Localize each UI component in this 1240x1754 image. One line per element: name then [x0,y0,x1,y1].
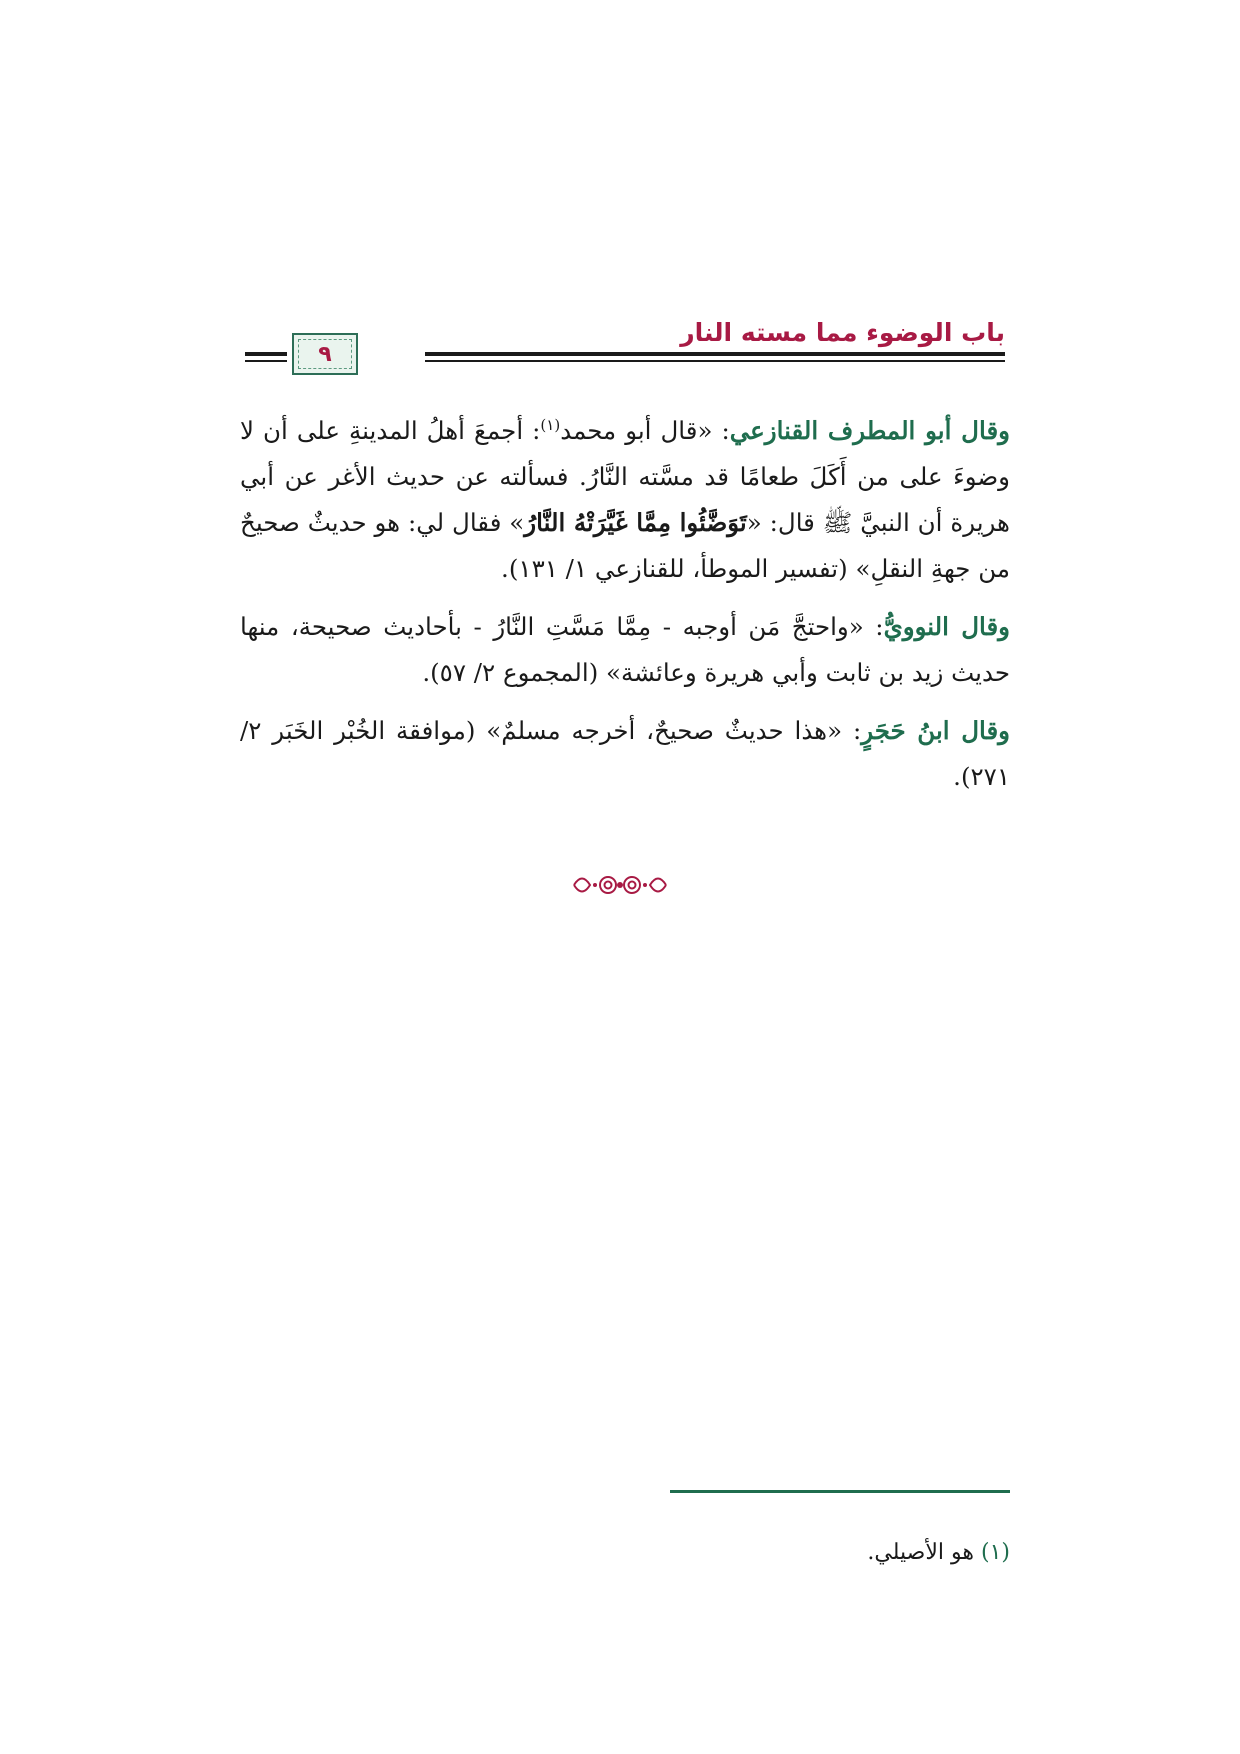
paragraph-text: » فقال لي: هو حديثٌ صحيحٌ من جهةِ النقلِ» (تفسير الموطأ، للقنازعي ١/ ١٣١). [240,508,1010,583]
page-header [245,318,1005,388]
page-number: ٩ [318,341,332,367]
paragraph-ibn-hajar [240,708,1010,800]
footnote-number: (١) [980,1540,1010,1565]
main-content [240,408,1010,812]
header-rule-left-bottom [245,360,287,362]
footnote-separator [670,1490,1010,1493]
paragraph-qanazi [240,408,1010,592]
paragraph-text: : «واحتجَّ مَن أوجبه - مِمَّا مَسَّتِ النَّارُ - بأحاديث صحيحة، منها حديث زيد بن ثابت وأبي هريرة وعائشة» (المجموع ٢/ ٥٧). [240,612,1010,687]
speaker-name: وقال النوويُّ [883,612,1010,641]
footnote-reference: (١) [540,415,561,434]
paragraph-text: : «هذا حديثٌ صحيحٌ، أخرجه مسلمٌ» (موافقة الخُبْر الخَبَر ٢/ ٢٧١). [240,716,1010,791]
header-rule-bottom [425,360,1005,362]
header-rule-left-top [245,352,287,356]
page-number-badge [292,333,358,375]
header-rule-top [425,352,1005,356]
hadith-text: تَوَضَّئُوا مِمَّا غَيَّرَتْهُ النَّارُ [524,508,747,537]
paragraph-nawawi [240,604,1010,696]
footnote [867,1538,1010,1568]
paragraph-text: : أجمعَ أهلُ المدينةِ على أن لا وضوءَ على من أَكَلَ طعامًا قد مسَّته النَّارُ. فسألته عن حديث الأغر عن أبي هريرة أن النبيَّ ﷺ قال: « [240,416,1010,537]
section-end-ornament-icon [570,868,670,902]
paragraph-text: : «قال أبو محمد [560,416,730,445]
footnote-text: هو الأصيلي. [867,1540,974,1565]
speaker-name: وقال ابنُ حَجَرٍ [861,716,1010,745]
speaker-name: وقال أبو المطرف القنازعي [729,416,1010,445]
chapter-title: باب الوضوء مما مسته النار [680,318,1005,347]
